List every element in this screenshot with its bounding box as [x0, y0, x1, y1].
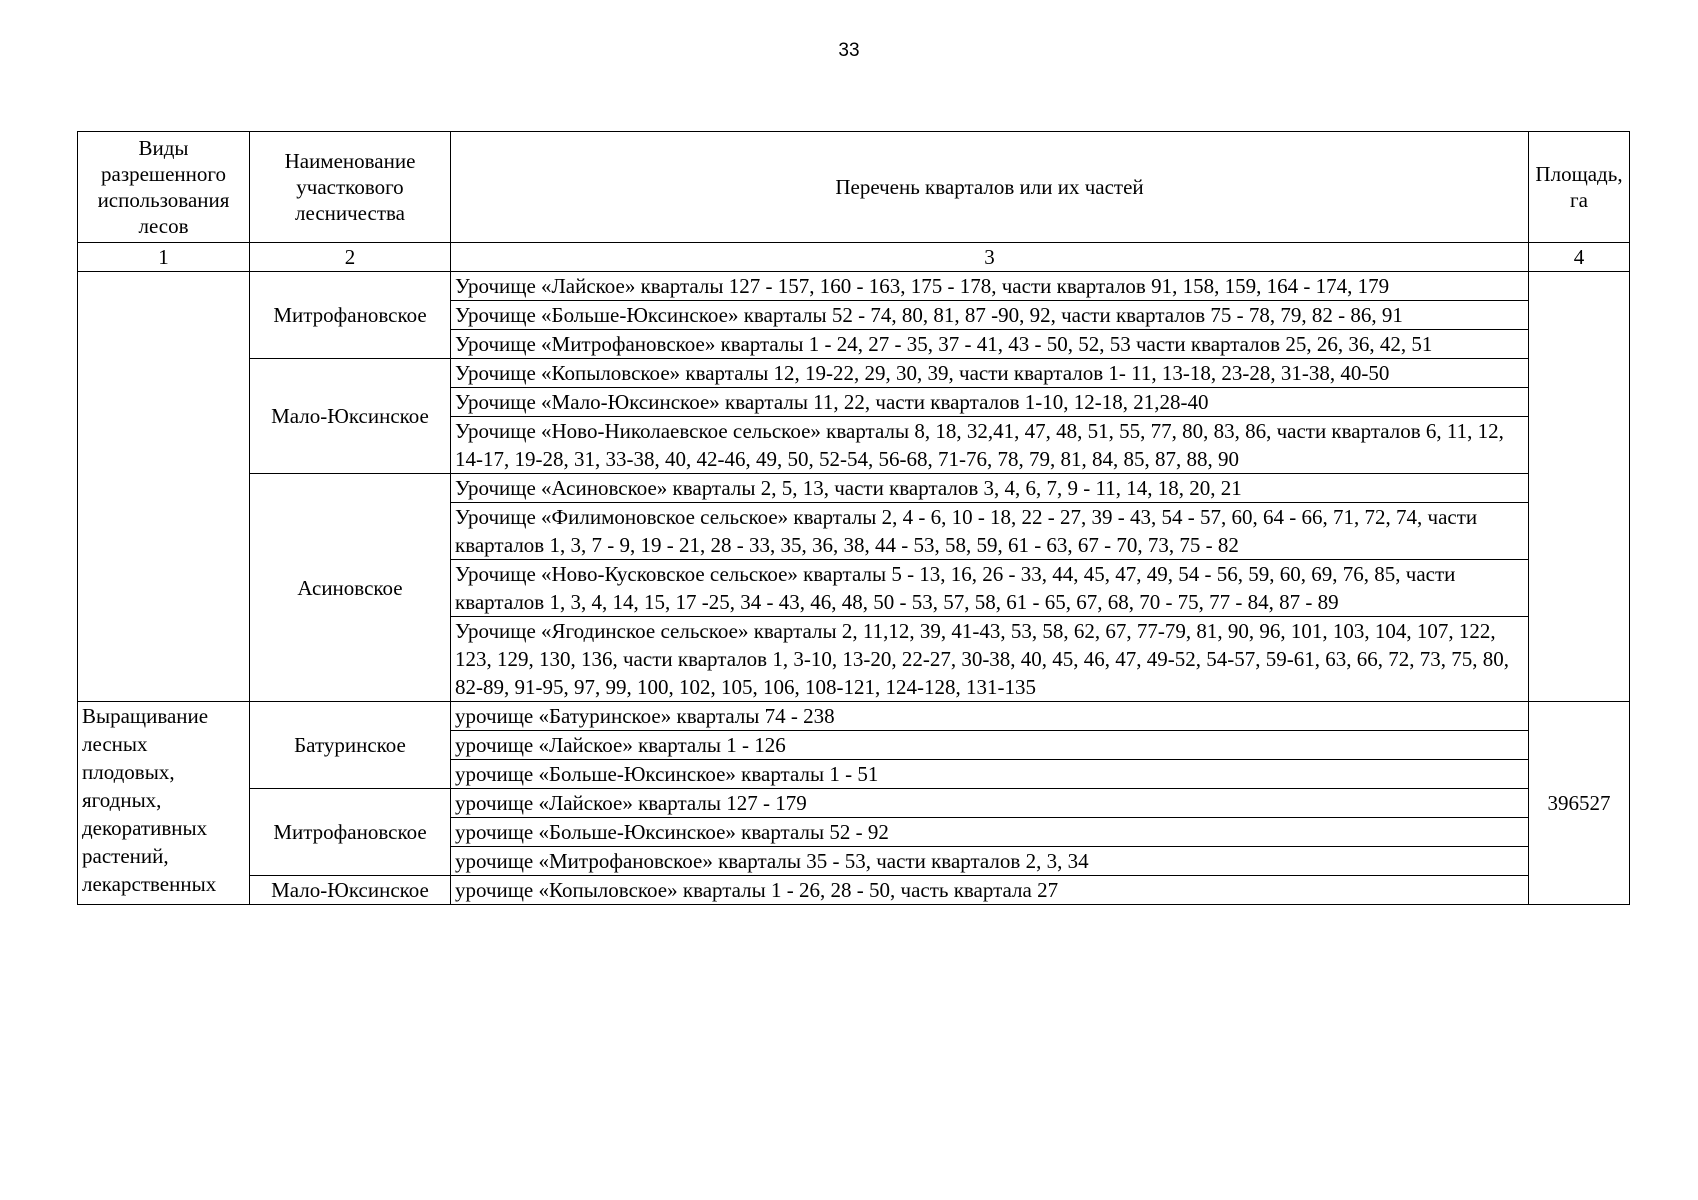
quarters-cell: урочище «Лайское» кварталы 127 - 179 — [451, 789, 1529, 818]
quarters-cell: Урочище «Копыловское» кварталы 12, 19-22, 29, 30, 39, части кварталов 1- 11, 13-18, 23-28, 31-38, 40-50 — [451, 359, 1529, 388]
header-number-row — [78, 243, 1630, 272]
page-number: 33 — [838, 40, 860, 61]
header-row — [78, 132, 1630, 243]
forestry-name: Митрофановское — [250, 272, 451, 359]
forest-quarters-table — [77, 131, 1630, 905]
quarters-cell: Урочище «Асиновское» кварталы 2, 5, 13, части кварталов 3, 4, 6, 7, 9 - 11, 14, 18, 20, 21 — [451, 474, 1529, 503]
quarters-cell: Урочище «Лайское» кварталы 127 - 157, 160 - 163, 175 - 178, части кварталов 91, 158, 159, 164 - 174, 179 — [451, 272, 1529, 301]
quarters-cell: Урочище «Ягодинское сельское» кварталы 2, 11,12, 39, 41-43, 53, 58, 62, 67, 77-79, 81, 90, 96, 101, 103, 104, 107, 122, 123, 129, 130, 136, части кварталов 1, 3-10, 13-20, 22-27, 30-38, 40, 45, 46, 47, 49-52, 54-57, 59-61, 63, 66, 72, 73, 75, 80, 82-89, 91-95, 97, 99, 100, 102, 105, 106, 108-121, 124-128, 131-135 — [451, 617, 1529, 702]
quarters-cell: урочище «Больше-Юксинское» кварталы 1 - 51 — [451, 760, 1529, 789]
usage-cell — [78, 272, 250, 702]
quarters-cell: урочище «Батуринское» кварталы 74 - 238 — [451, 702, 1529, 731]
table-row — [78, 789, 1630, 818]
header-usage: Виды разрешенного использования лесов — [78, 132, 250, 243]
table-row — [78, 474, 1630, 503]
header-number: 4 — [1529, 243, 1630, 272]
header-number: 2 — [250, 243, 451, 272]
area-cell — [1529, 272, 1630, 702]
table-row — [78, 876, 1630, 905]
quarters-cell: урочище «Копыловское» кварталы 1 - 26, 28 - 50, часть квартала 27 — [451, 876, 1529, 905]
quarters-cell: Урочище «Ново-Кусковское сельское» кварталы 5 - 13, 16, 26 - 33, 44, 45, 47, 49, 54 - 56, 59, 60, 69, 76, 85, части кварталов 1, 3, 4, 14, 15, 17 -25, 34 - 43, 46, 48, 50 - 53, 57, 58, 61 - 65, 67, 68, 70 - 75, 77 - 84, 87 - 89 — [451, 560, 1529, 617]
forestry-name: Батуринское — [250, 702, 451, 789]
quarters-cell: Урочище «Митрофановское» кварталы 1 - 24, 27 - 35, 37 - 41, 43 - 50, 52, 53 части кварталов 25, 26, 36, 42, 51 — [451, 330, 1529, 359]
quarters-cell: Урочище «Мало-Юксинское» кварталы 11, 22, части кварталов 1-10, 12-18, 21,28-40 — [451, 388, 1529, 417]
usage-cell: Выращивание лесных плодовых, ягодных, декоративных растений, лекарственных — [78, 702, 250, 905]
header-number: 1 — [78, 243, 250, 272]
quarters-cell: Урочище «Больше-Юксинское» кварталы 52 - 74, 80, 81, 87 -90, 92, части кварталов 75 - 78, 79, 82 - 86, 91 — [451, 301, 1529, 330]
forestry-name: Мало-Юксинское — [250, 359, 451, 474]
forestry-name: Мало-Юксинское — [250, 876, 451, 905]
forestry-name: Асиновское — [250, 474, 451, 702]
header-number: 3 — [451, 243, 1529, 272]
quarters-cell: Урочище «Филимоновское сельское» кварталы 2, 4 - 6, 10 - 18, 22 - 27, 39 - 43, 54 - 57, 60, 64 - 66, 71, 72, 74, части кварталов 1, 3, 7 - 9, 19 - 21, 28 - 33, 35, 36, 38, 44 - 53, 58, 59, 61 - 63, 67 - 70, 73, 75 - 82 — [451, 503, 1529, 560]
quarters-cell: урочище «Больше-Юксинское» кварталы 52 - 92 — [451, 818, 1529, 847]
table-row — [78, 272, 1630, 301]
table-row — [78, 359, 1630, 388]
forestry-name: Митрофановское — [250, 789, 451, 876]
area-cell: 396527 — [1529, 702, 1630, 905]
quarters-cell: Урочище «Ново-Николаевское сельское» кварталы 8, 18, 32,41, 47, 48, 51, 55, 77, 80, 83, 86, части кварталов 6, 11, 12, 14-17, 19-28, 31, 33-38, 40, 42-46, 49, 50, 52-54, 56-68, 71-76, 78, 79, 81, 84, 85, 87, 88, 90 — [451, 417, 1529, 474]
header-area: Площадь, га — [1529, 132, 1630, 243]
quarters-cell: урочище «Лайское» кварталы 1 - 126 — [451, 731, 1529, 760]
table-row — [78, 702, 1630, 731]
header-forestry: Наименование участкового лесничества — [250, 132, 451, 243]
header-quarters: Перечень кварталов или их частей — [451, 132, 1529, 243]
quarters-cell: урочище «Митрофановское» кварталы 35 - 53, части кварталов 2, 3, 34 — [451, 847, 1529, 876]
